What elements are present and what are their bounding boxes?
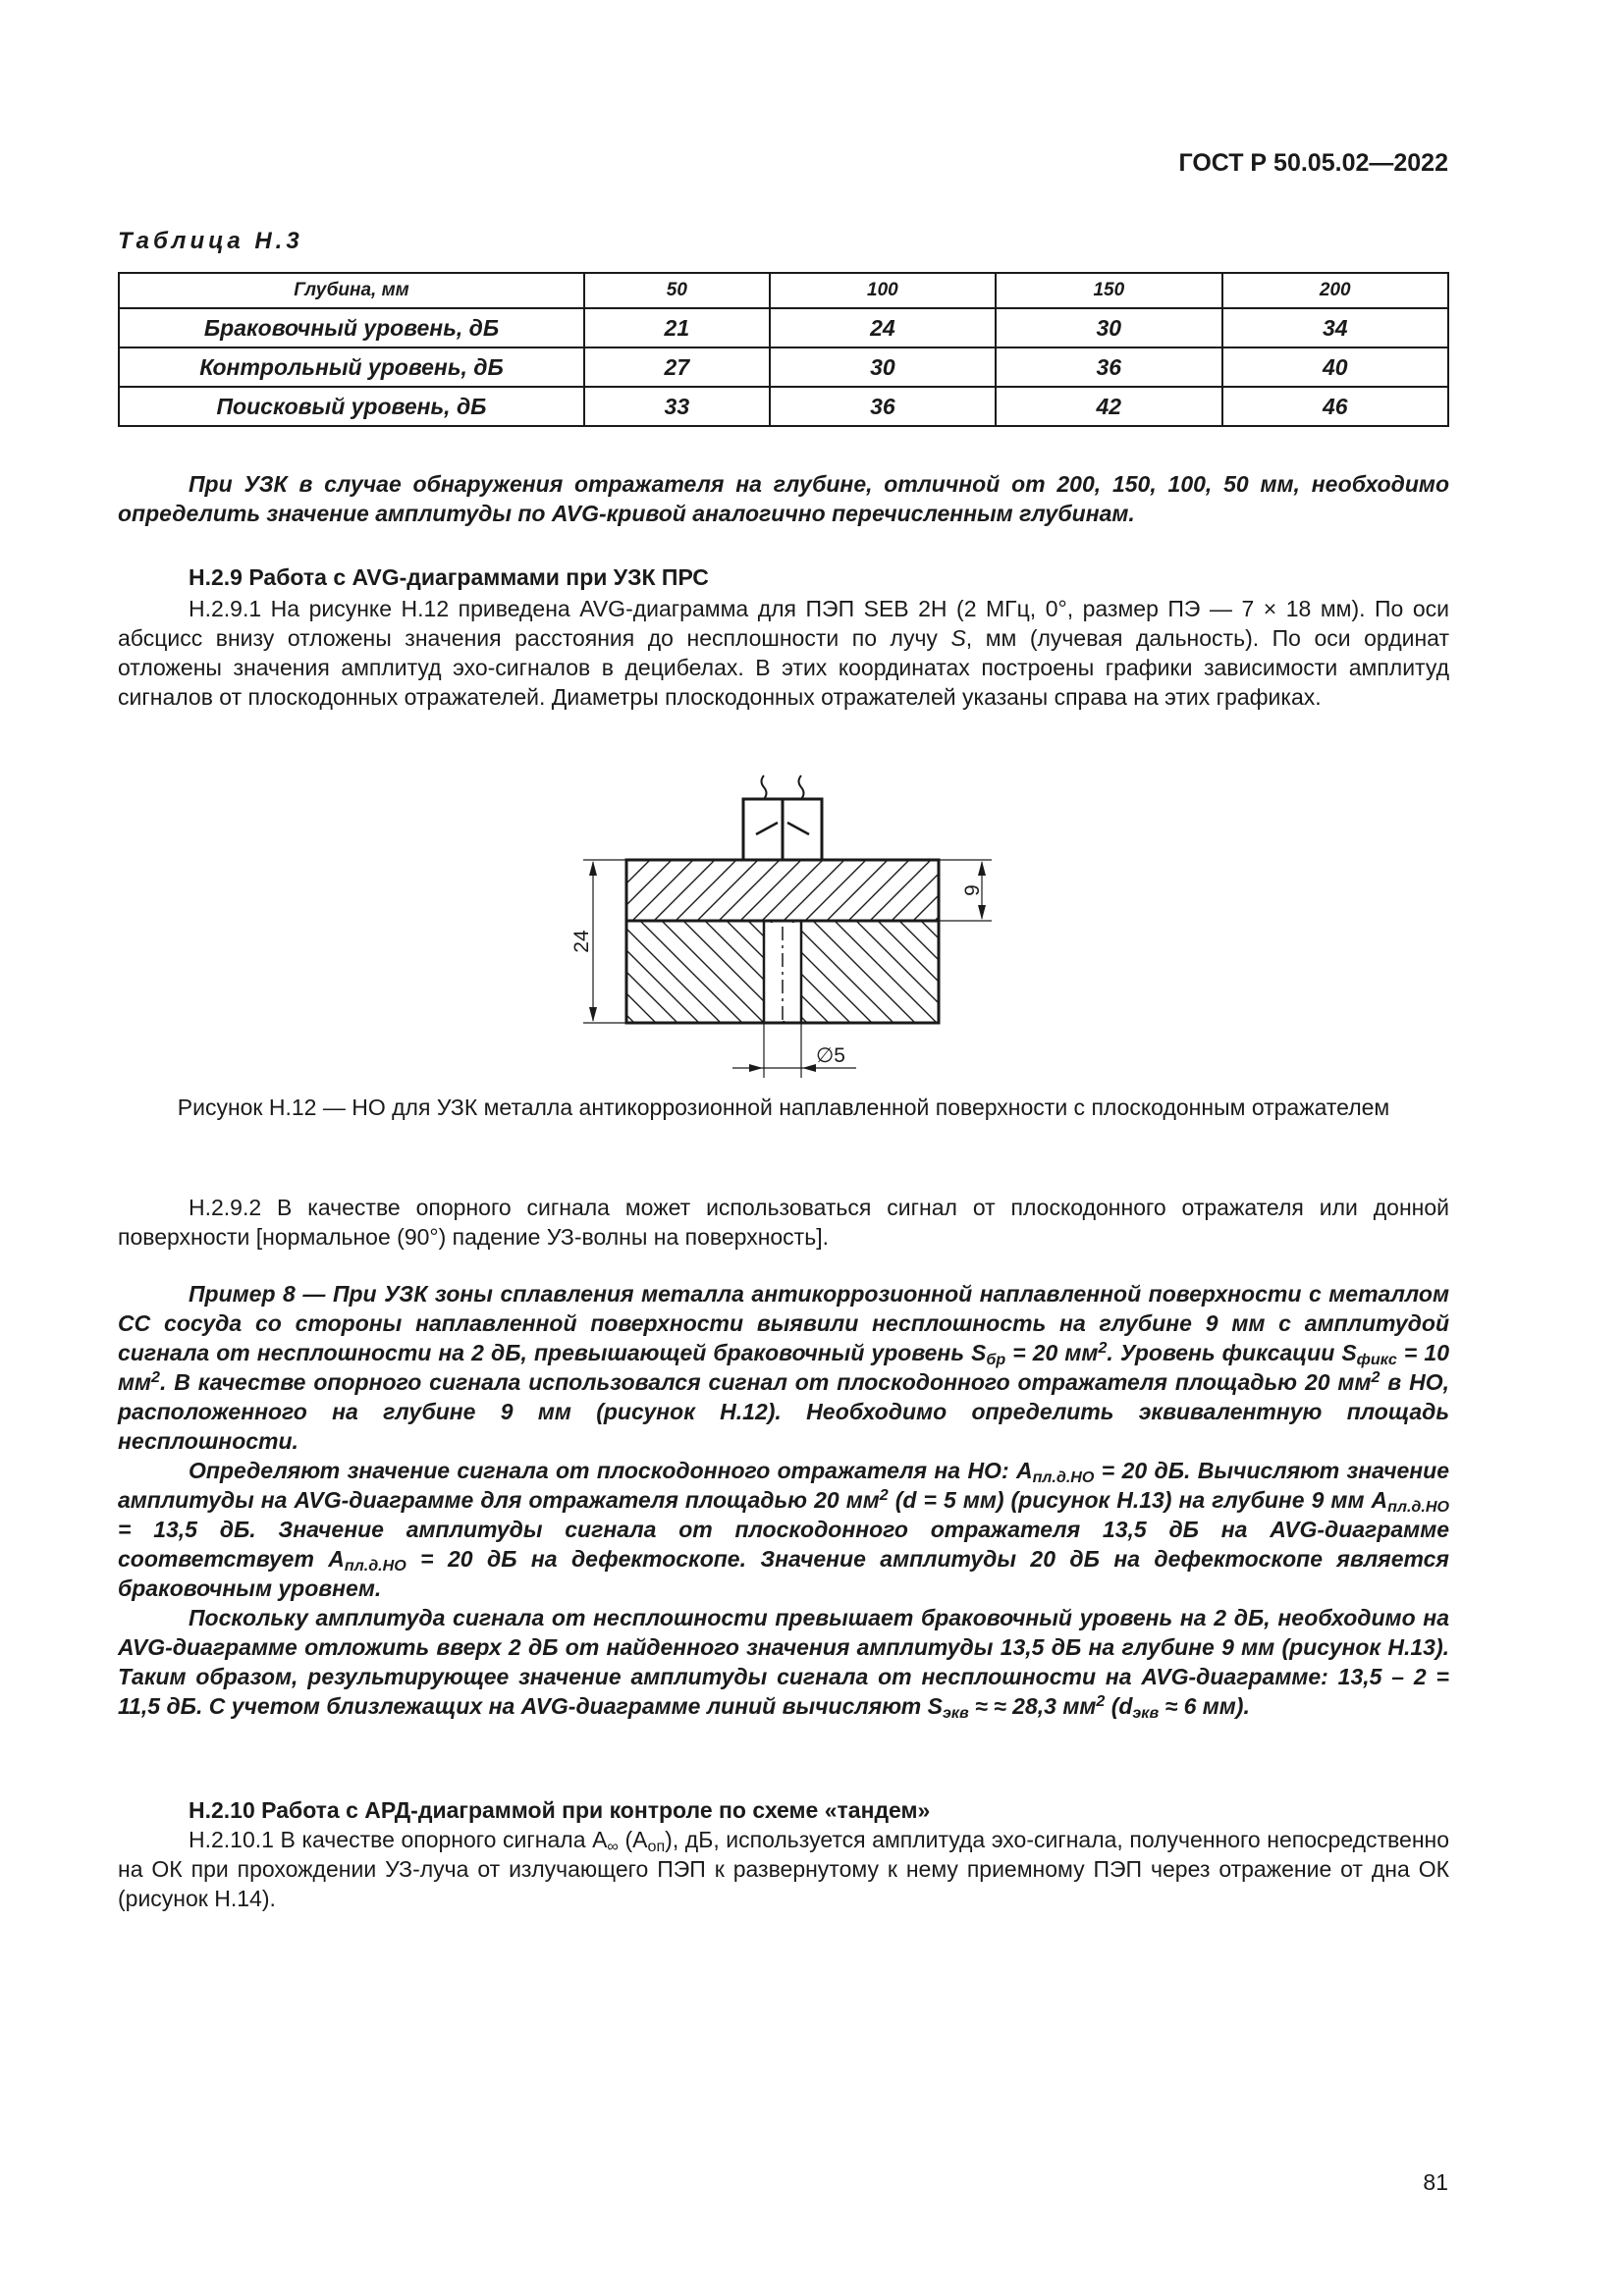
table-cell: 34 bbox=[1222, 308, 1448, 347]
subscript: пл.д.НО bbox=[1032, 1468, 1095, 1486]
text-run: (d bbox=[1105, 1693, 1133, 1719]
table-header-cell: 50 bbox=[584, 273, 770, 308]
table-row bbox=[119, 347, 1448, 387]
dimension-layer-label: 9 bbox=[961, 884, 984, 896]
table-header-cell: 200 bbox=[1222, 273, 1448, 308]
example-paragraph-2 bbox=[118, 1456, 1449, 1603]
levels-table bbox=[118, 272, 1449, 427]
table-cell: Поисковый уровень, дБ bbox=[119, 387, 584, 426]
table-cell: 27 bbox=[584, 347, 770, 387]
text-run: Поскольку амплитуда сигнала от несплошности превышает браковочный уровень на 2 дБ, необходимо на AVG-диаграмме отложить вверх 2 дБ от найденного значения амплитуды 13,5 дБ на глубине 9 мм (рисунок Н.13). Таким образом, результирующее значение амплитуды сигнала от несплошности на AVG-диаграмме: 13,5 – 2 = 11,5 дБ. С учетом близлежащих на AVG-диаграмме линий вычисляют S bbox=[118, 1605, 1449, 1719]
section-h210-title: Н.2.10 Работа с АРД-диаграммой при контроле по схеме «тандем» bbox=[189, 1797, 931, 1823]
variable-s: S bbox=[950, 625, 966, 651]
subscript: бр bbox=[986, 1351, 1006, 1368]
superscript: 2 bbox=[1098, 1339, 1108, 1357]
table-cell: 36 bbox=[996, 347, 1221, 387]
text-run: = 20 мм bbox=[1005, 1340, 1099, 1365]
text-run: = 20 дБ. Вычисляют значение амплитуды на AVG-диаграмме для отражателя площадью 20 мм bbox=[118, 1458, 1450, 1513]
example-paragraph-1 bbox=[118, 1279, 1449, 1456]
subscript: пл.д.НО bbox=[1387, 1498, 1449, 1516]
figure-h12-drawing bbox=[550, 766, 1021, 1090]
text-run: ≈ 6 мм). bbox=[1159, 1693, 1250, 1719]
superscript: 2 bbox=[1096, 1692, 1106, 1710]
superscript: 2 bbox=[879, 1486, 889, 1504]
subscript: экв bbox=[1132, 1704, 1160, 1722]
dimension-diameter-label: ∅5 bbox=[816, 1044, 845, 1067]
text-run: . В качестве опорного сигнала использовался сигнал от плоскодонного отражателя площадью 20 мм bbox=[159, 1369, 1372, 1395]
text-run: ), дБ, используется амплитуда эхо-сигнала, полученного непосредственно на ОК при прохождении УЗ-луча от излучающего ПЭП к развернутому к нему приемному ПЭП через отражение от дна ОК (рисунок Н.14). bbox=[118, 1827, 1450, 1911]
wire-icon bbox=[762, 775, 767, 799]
subscript: фикс bbox=[1356, 1351, 1397, 1368]
text-run: Определяют значение сигнала от плоскодонного отражателя на НО: А bbox=[189, 1458, 1033, 1483]
text-run: (А bbox=[618, 1827, 648, 1852]
cladding-layer bbox=[626, 860, 939, 921]
section-h29-title: Н.2.9 Работа с AVG-диаграммами при УЗК ПРС bbox=[189, 564, 709, 590]
text-run: (d = 5 мм) (рисунок Н.13) на глубине 9 мм А bbox=[888, 1487, 1388, 1513]
paragraph-h291 bbox=[118, 594, 1449, 712]
table-header-cell: 150 bbox=[996, 273, 1221, 308]
wire-icon bbox=[799, 775, 804, 799]
text-run: . Уровень фиксации S bbox=[1107, 1340, 1357, 1365]
superscript: 2 bbox=[1371, 1368, 1380, 1386]
document-header: ГОСТ Р 50.05.02—2022 bbox=[1178, 149, 1448, 177]
table-caption: Таблица Н.3 bbox=[118, 228, 303, 254]
note-after-table: При УЗК в случае обнаружения отражателя на глубине, отличной от 200, 150, 100, 50 мм, необходимо определить значение амплитуды по AVG-кривой аналогично перечисленным глубинам. bbox=[118, 471, 1449, 526]
table-cell: 42 bbox=[996, 387, 1221, 426]
subscript: экв bbox=[942, 1704, 969, 1722]
paragraph-h292: Н.2.9.2 В качестве опорного сигнала может использоваться сигнал от плоскодонного отражателя или донной поверхности [нормальное (90°) падение УЗ-волны на поверхность]. bbox=[118, 1195, 1449, 1250]
table-header-row bbox=[119, 273, 1448, 308]
text-run: Н.2.10.1 В качестве опорного сигнала А bbox=[189, 1827, 608, 1852]
table-cell: 24 bbox=[770, 308, 996, 347]
table-header-cell: Глубина, мм bbox=[119, 273, 584, 308]
table-cell: 36 bbox=[770, 387, 996, 426]
table-row bbox=[119, 387, 1448, 426]
superscript: 2 bbox=[151, 1368, 160, 1386]
table-cell: 33 bbox=[584, 387, 770, 426]
page-number: 81 bbox=[1423, 2169, 1448, 2195]
table-row bbox=[119, 308, 1448, 347]
table-cell: Контрольный уровень, дБ bbox=[119, 347, 584, 387]
dimension-height-label: 24 bbox=[570, 930, 593, 953]
example-paragraph-3 bbox=[118, 1603, 1449, 1721]
subscript: пл.д.НО bbox=[344, 1557, 406, 1575]
table-cell: Браковочный уровень, дБ bbox=[119, 308, 584, 347]
table-cell: 30 bbox=[996, 308, 1221, 347]
text-run: = 13,5 дБ. Значение амплитуды сигнала от плоскодонного отражателя 13,5 дБ на AVG-диаграмме соответствует А bbox=[118, 1517, 1449, 1572]
table-cell: 40 bbox=[1222, 347, 1448, 387]
subscript: ∞ bbox=[607, 1838, 619, 1855]
text-run: в НО, расположенного на глубине 9 мм (рисунок Н.12). Необходимо определить эквивалентную площадь несплошности. bbox=[118, 1369, 1449, 1454]
table-cell: 46 bbox=[1222, 387, 1448, 426]
figure-caption: Рисунок Н.12 — НО для УЗК металла антикоррозионной наплавленной поверхности с плоскодонным отражателем bbox=[177, 1095, 1390, 1120]
text-run: ≈ ≈ 28,3 мм bbox=[968, 1693, 1097, 1719]
paragraph-h2101 bbox=[118, 1825, 1449, 1913]
table-header-cell: 100 bbox=[770, 273, 996, 308]
subscript: оп bbox=[647, 1838, 666, 1855]
table-cell: 30 bbox=[770, 347, 996, 387]
text-run: = 20 дБ на дефектоскопе. Значение амплитуды 20 дБ на дефектоскопе является браковочным уровнем. bbox=[118, 1546, 1449, 1601]
table-cell: 21 bbox=[584, 308, 770, 347]
text-run: = 10 мм bbox=[118, 1340, 1450, 1395]
text-run: , мм (лучевая дальность). По оси ординат отложены значения амплитуд эхо-сигналов в децибелах. В этих координатах построены графики зависимости амплитуд сигналов от плоскодонных отражателей. Диаметры плоскодонных отражателей указаны справа на этих графиках. bbox=[118, 625, 1449, 710]
text-run: Н.2.9.1 На рисунке Н.12 приведена AVG-диаграмма для ПЭП SEB 2H (2 МГц, 0°, размер ПЭ — 7 × 18 мм). По оси абсцисс внизу отложены значения расстояния до несплошности по лучу bbox=[118, 596, 1449, 651]
text-run: Пример 8 — При УЗК зоны сплавления металла антикоррозионной наплавленной поверхности с металлом СС сосуда со стороны наплавленной поверхности выявили несплошность на глубине 9 мм с амплитудой сигнала от несплошности на 2 дБ, превышающей браковочный уровень S bbox=[118, 1281, 1449, 1365]
